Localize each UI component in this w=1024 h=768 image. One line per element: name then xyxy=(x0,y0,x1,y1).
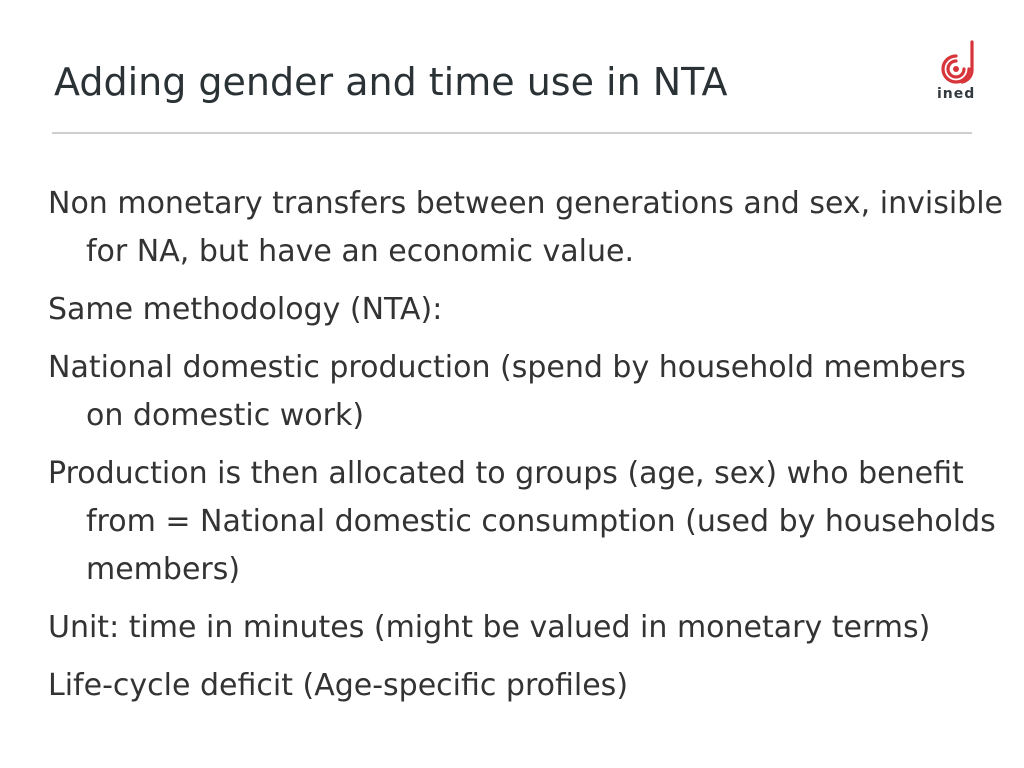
ined-logo-text: ined xyxy=(937,86,976,102)
slide-title: Adding gender and time use in NTA xyxy=(54,60,728,104)
slide-body xyxy=(48,180,1008,720)
paragraph: Life-cycle deficit (Age-specific profiles) xyxy=(48,668,629,703)
paragraph: Production is then allocated to groups (age, sex) who benefit from = National domestic consumption (used by households members) xyxy=(48,456,996,587)
paragraph: National domestic production (spend by household members on domestic work) xyxy=(48,350,966,433)
title-divider xyxy=(52,132,972,134)
paragraph: Non monetary transfers between generations and sex, invisible for NA, but have an economic value. xyxy=(48,186,1003,269)
paragraph: Unit: time in minutes (might be valued in monetary terms) xyxy=(48,610,931,645)
paragraph: Same methodology (NTA): xyxy=(48,292,443,327)
